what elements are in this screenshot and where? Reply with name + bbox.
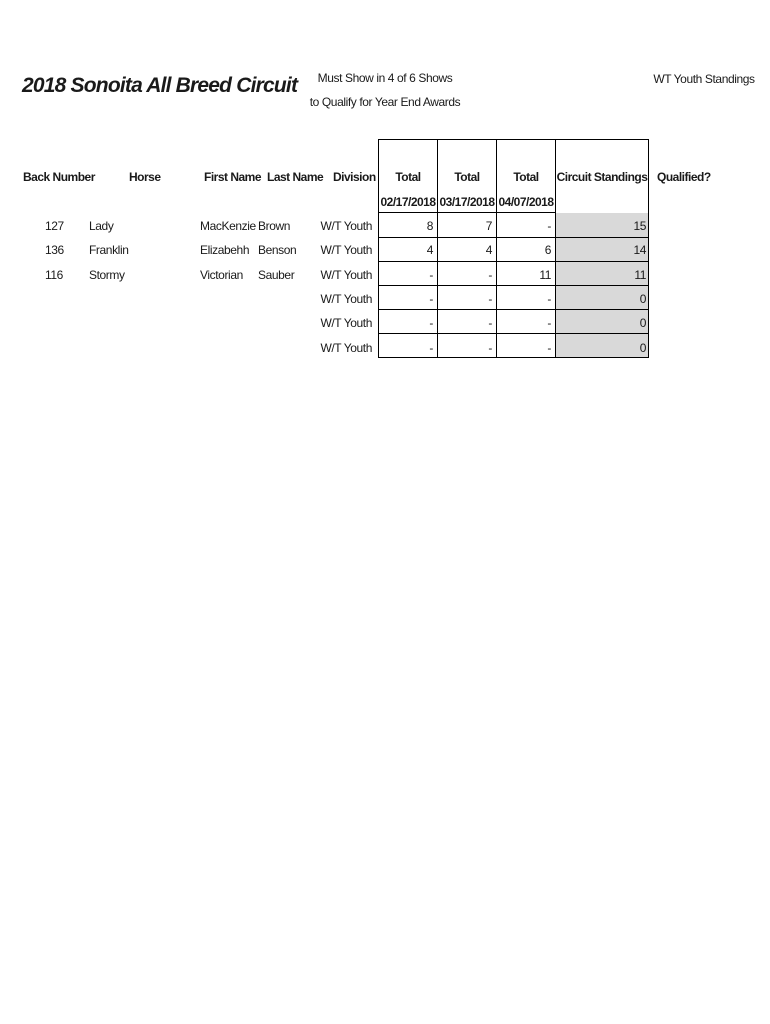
grid-hline <box>378 212 555 213</box>
division: W/T Youth <box>320 219 372 233</box>
circuit-standing-value: 15 <box>633 219 646 233</box>
total-3-value: - <box>547 341 551 355</box>
division: W/T Youth <box>320 292 372 306</box>
total-2-value: 7 <box>485 219 492 233</box>
col-header-total-2: Total <box>454 170 480 184</box>
circuit-standing-value: 0 <box>639 292 646 306</box>
page-title: 2018 Sonoita All Breed Circuit <box>22 74 298 97</box>
division: W/T Youth <box>320 316 372 330</box>
grid-hline <box>378 333 649 334</box>
col-header-horse: Horse <box>129 170 161 184</box>
col-header-total-1-date: 02/17/2018 <box>380 195 436 209</box>
grid-hline <box>378 309 649 310</box>
col-header-total-1: Total <box>395 170 421 184</box>
circuit-standing-value: 0 <box>639 341 646 355</box>
first-name: Elizabehh <box>200 243 250 257</box>
col-header-total-2-date: 03/17/2018 <box>439 195 495 209</box>
col-header-last-name: Last Name <box>267 170 324 184</box>
total-1-value: - <box>429 268 433 282</box>
total-3-value: - <box>547 292 551 306</box>
total-1-value: 8 <box>426 219 433 233</box>
division: W/T Youth <box>320 341 372 355</box>
total-1-value: 4 <box>426 243 433 257</box>
total-3-value: - <box>547 219 551 233</box>
division: W/T Youth <box>320 268 372 282</box>
horse-name: Stormy <box>89 268 125 282</box>
standings-label: WT Youth Standings <box>653 72 755 86</box>
total-3-value: - <box>547 316 551 330</box>
col-header-first-name: First Name <box>204 170 262 184</box>
col-header-qualified: Qualified? <box>657 170 711 184</box>
total-1-value: - <box>429 316 433 330</box>
back-number: 116 <box>45 268 63 282</box>
horse-name: Franklin <box>89 243 129 257</box>
circuit-standing-value: 0 <box>639 316 646 330</box>
total-3-value: 11 <box>539 268 551 282</box>
col-header-total-3-date: 04/07/2018 <box>498 195 554 209</box>
total-1-value: - <box>429 341 433 355</box>
total-2-value: - <box>488 341 492 355</box>
total-1-value: - <box>429 292 433 306</box>
horse-name: Lady <box>89 219 114 233</box>
circuit-standing-value: 14 <box>633 243 646 257</box>
col-header-back-number: Back Number <box>23 170 95 184</box>
grid-hline <box>378 285 649 286</box>
total-2-value: - <box>488 316 492 330</box>
back-number: 127 <box>45 219 64 233</box>
qualify-note-line2: to Qualify for Year End Awards <box>309 95 461 109</box>
last-name: Benson <box>258 243 297 257</box>
col-header-circuit-standings: Circuit Standings <box>556 170 648 184</box>
total-2-value: - <box>488 292 492 306</box>
division: W/T Youth <box>320 243 372 257</box>
circuit-standing-value: 11 <box>634 268 646 282</box>
last-name: Brown <box>258 219 291 233</box>
grid-hline <box>378 261 649 262</box>
grid-hline <box>378 237 649 238</box>
col-header-total-3: Total <box>513 170 539 184</box>
last-name: Sauber <box>258 268 295 282</box>
back-number: 136 <box>45 243 64 257</box>
first-name: Victorian <box>200 268 243 282</box>
qualify-note-line1: Must Show in 4 of 6 Shows <box>317 71 453 85</box>
first-name: MacKenzie <box>200 219 256 233</box>
total-3-value: 6 <box>544 243 551 257</box>
total-2-value: - <box>488 268 492 282</box>
col-header-division: Division <box>333 170 376 184</box>
total-2-value: 4 <box>485 243 492 257</box>
